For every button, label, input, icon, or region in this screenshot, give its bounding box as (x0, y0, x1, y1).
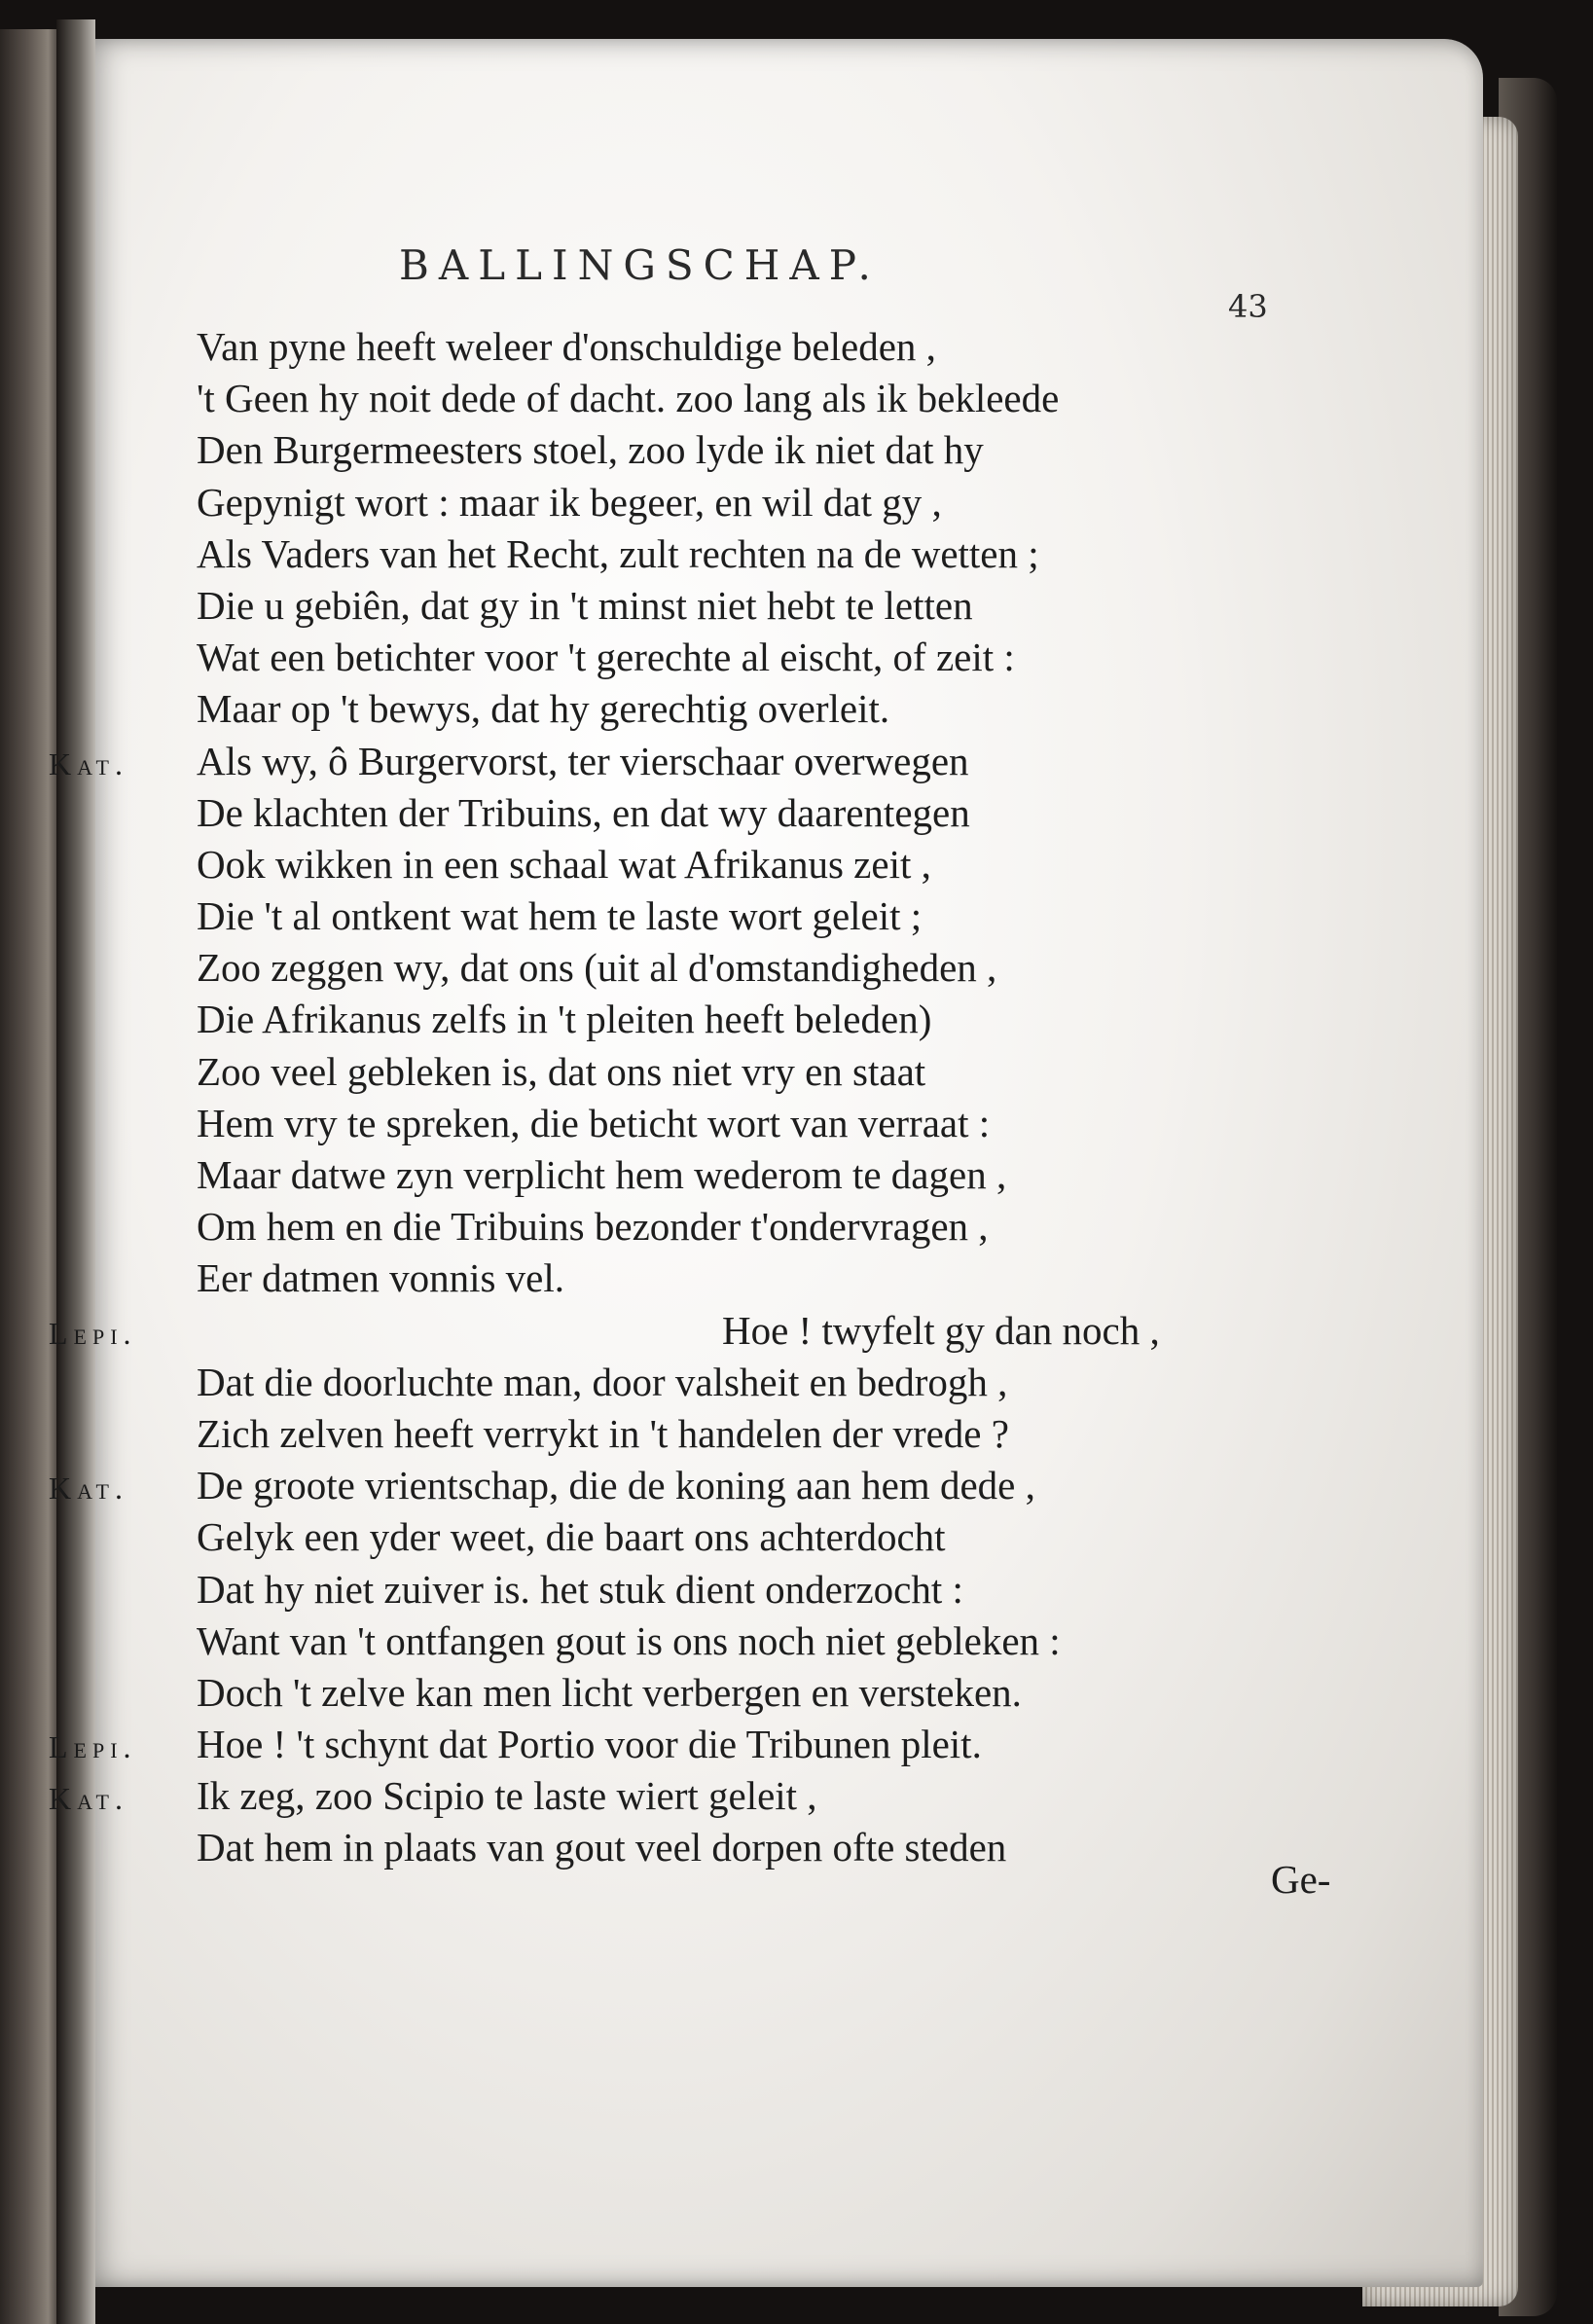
verse-text: Hem vry te spreken, die beticht wort van verraat : (197, 1100, 991, 1145)
book-gutter (56, 19, 95, 2324)
verse-line (197, 1149, 1413, 1201)
verse-text: Als wy, ô Burgervorst, ter vierschaar overwegen (197, 738, 969, 783)
verse-line (197, 321, 1413, 373)
verse-text: Die 't al ontkent wat hem te laste wort geleit ; (197, 893, 923, 939)
verse-text: Dat hem in plaats van gout veel dorpen ofte steden (197, 1825, 1007, 1870)
verse-text: Doch 't zelve kan men licht verbergen en versteken. (197, 1669, 1022, 1715)
verse-line (197, 1667, 1413, 1719)
verse-line (197, 1564, 1413, 1616)
verse-line (197, 839, 1413, 890)
verse-line (49, 1719, 1413, 1770)
verse-line (197, 890, 1413, 942)
verse-text: Den Burgermeesters stoel, zoo lyde ik niet dat hy (197, 427, 984, 473)
verse-text: Gepynigt wort : maar ik begeer, en wil dat gy , (197, 479, 942, 525)
verse-text: Hoe ! twyfelt gy dan noch , (722, 1307, 1160, 1353)
verse-line (197, 1046, 1413, 1098)
verse-line (197, 1201, 1413, 1253)
verse-text: Want van 't ontfangen gout is ons noch niet gebleken : (197, 1617, 1061, 1663)
running-head: BALLINGSCHAP. (399, 241, 881, 289)
verse-text: Maar op 't bewys, dat hy gerechtig overleit. (197, 686, 890, 732)
speaker-cell (49, 1460, 197, 1514)
verse-text: Ik zeg, zoo Scipio te laste wiert geleit , (197, 1773, 817, 1819)
verse-line (197, 1098, 1413, 1149)
catchword: Ge- (1271, 1857, 1331, 1902)
verse-line (197, 528, 1413, 580)
speaker-label: Lepi. (49, 1729, 137, 1765)
verse-text-block (49, 321, 1413, 1874)
verse-line (197, 1822, 1413, 1873)
verse-text: Zoo veel gebleken is, dat ons niet vry en staat (197, 1048, 926, 1094)
verse-text: Als Vaders van het Recht, zult rechten na de wetten ; (197, 530, 1039, 576)
verse-text: Zich zelven heeft verrykt in 't handelen der vrede ? (197, 1410, 1009, 1456)
verse-text: Eer datmen vonnis vel. (197, 1255, 565, 1301)
verse-line (197, 942, 1413, 994)
speaker-cell (49, 1770, 197, 1825)
verse-line (197, 683, 1413, 735)
verse-line (197, 1357, 1413, 1408)
verse-line (197, 787, 1413, 839)
page-number: 43 (1228, 288, 1268, 325)
verse-text: De groote vrientschap, die de koning aan hem dede , (197, 1463, 1035, 1508)
verse-text: Gelyk een yder weet, die baart ons achterdocht (197, 1514, 946, 1560)
verse-line (49, 736, 1413, 787)
verse-line (49, 1460, 1413, 1511)
verse-line (197, 580, 1413, 632)
left-page-edge (0, 29, 60, 2324)
verse-text: Dat die doorluchte man, door valsheit en bedrogh , (197, 1359, 1008, 1404)
verse-text: Die u gebiên, dat gy in 't minst niet hebt te letten (197, 582, 973, 628)
speaker-label: Lepi. (49, 1315, 137, 1351)
verse-line (197, 424, 1413, 476)
speaker-label: Kat. (49, 1471, 128, 1507)
verse-text: Van pyne heeft weleer d'onschuldige beleden , (197, 324, 936, 369)
verse-line (197, 373, 1413, 424)
verse-line (197, 1616, 1413, 1667)
verse-text: De klachten der Tribuins, en dat wy daarentegen (197, 789, 970, 835)
verse-line (197, 994, 1413, 1045)
speaker-label: Kat. (49, 1781, 128, 1817)
speaker-cell (49, 1305, 197, 1360)
verse-text: Maar datwe zyn verplicht hem wederom te dagen , (197, 1152, 1007, 1197)
verse-text: Dat hy niet zuiver is. het stuk dient onderzocht : (197, 1566, 963, 1612)
speaker-cell (49, 736, 197, 790)
verse-line (49, 1305, 1413, 1357)
verse-line (197, 1408, 1413, 1460)
verse-line (197, 477, 1413, 528)
verse-line (197, 1511, 1413, 1563)
verse-text: Wat een betichter voor 't gerechte al eischt, of zeit : (197, 635, 1015, 680)
speaker-cell (49, 1719, 197, 1773)
verse-text: 't Geen hy noit dede of dacht. zoo lang als ik bekleede (197, 376, 1060, 421)
verse-text: Zoo zeggen wy, dat ons (uit al d'omstandigheden , (197, 945, 997, 991)
verse-text: Om hem en die Tribuins bezonder t'ondervragen , (197, 1204, 989, 1250)
verse-text: Hoe ! 't schynt dat Portio voor die Tribunen pleit. (197, 1722, 982, 1767)
verse-line (197, 632, 1413, 683)
verse-line (49, 1770, 1413, 1822)
speaker-label: Kat. (49, 745, 128, 781)
verse-text: Die Afrikanus zelfs in 't pleiten heeft beleden) (197, 997, 932, 1042)
verse-line (197, 1253, 1413, 1304)
verse-text: Ook wikken in een schaal wat Afrikanus zeit , (197, 841, 931, 887)
